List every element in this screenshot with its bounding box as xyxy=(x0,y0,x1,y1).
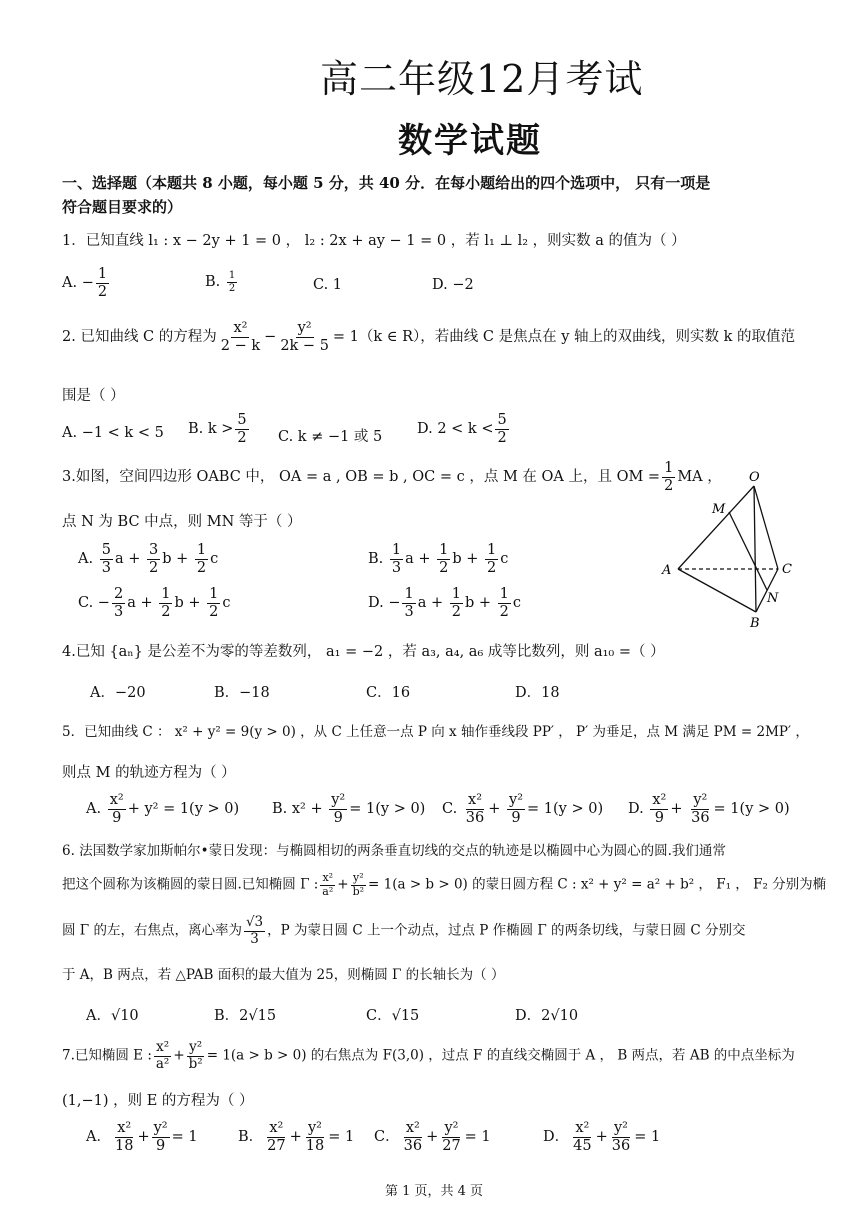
label-m: M xyxy=(712,502,726,517)
section-heading: 一、选择题（本题共 8 小题，每小题 5 分，共 40 分．在每小题给出的四个选项中， 只有一项是 xyxy=(62,174,711,192)
question-5-stem: 5．已知曲线 C ： x² + y² = 9(y > 0) ，从 C 上任意一点 P 向 x 轴作垂线段 PP′ ， P′ 为垂足，点 M 满足 PM = 2MP′ ， xyxy=(62,724,809,740)
q7-option-c: C． $\frac{\text{x²}}{36}$ + $\frac{\text{y²}}{27}$ = 1 xyxy=(374,1120,491,1154)
question-4-stem: 4.已知 {aₙ} 是公差不为零的等差数列， a₁ = −2 ，若 a₃, a₄, a₆ 成等比数列，则 a₁₀ =（ ） xyxy=(62,644,665,660)
q2-option-b: B. k > $\frac{5}{2}$ xyxy=(188,412,247,446)
q3-option-c: C. − $\frac{2}{3}$ a + $\frac{1}{2}$ b + $\frac{1}{2}$ c xyxy=(78,586,231,620)
label-b: B xyxy=(750,616,760,631)
q4-option-c: C．16 xyxy=(366,685,411,701)
page-title: 高二年级12月考试 xyxy=(320,57,644,101)
question-2-cont: 围是（ ） xyxy=(62,388,125,404)
q1-option-a: A. − $\frac{1}{2}$ xyxy=(62,266,108,300)
page-footer: 第 1 页，共 4 页 xyxy=(384,1184,484,1199)
question-6-line2: 把这个圆称为该椭圆的蒙日圆.已知椭圆 Γ : $\frac{\text{x²}}{\text{a²}}$ + $\frac{\text{y²}}{\text{b²}}$ = 1(a > b > 0) 的蒙日圆方程 C : x² + y² = a² + b² ， F₁ ， F₂ 分别为椭 xyxy=(62,871,827,898)
label-o: O xyxy=(749,470,760,485)
q6-option-b: B．2√15 xyxy=(214,1008,277,1024)
label-c: C xyxy=(782,562,792,577)
edge-oa xyxy=(678,486,754,569)
q5-option-c: C. $\frac{\text{x²}}{36}$ + $\frac{\text{y²}}{9}$ = 1(y > 0) xyxy=(442,792,604,826)
question-6-line4: 于 A，B 两点，若 △PAB 面积的最大值为 25，则椭圆 Γ 的长轴长为（ ） xyxy=(62,967,505,983)
question-3-stem: 3.如图，空间四边形 OABC 中， OA = a , OB = b , OC = c ，点 M 在 OA 上，且 OM = $\frac{1}{2}$ MA ， xyxy=(62,460,722,494)
q7-option-b: B． $\frac{\text{x²}}{27}$ + $\frac{\text{y²}}{18}$ = 1 xyxy=(238,1120,355,1154)
question-6-line1: 6. 法国数学家加斯帕尔•蒙日发现：与椭圆相切的两条垂直切线的交点的轨迹是以椭圆中心为圆心的圆.我们通常 xyxy=(62,843,726,859)
q6-option-d: D．2√10 xyxy=(515,1008,579,1024)
edge-ab xyxy=(678,569,756,612)
q1-option-d: D. −2 xyxy=(432,277,474,293)
label-a: A xyxy=(662,563,672,578)
q4-option-b: B．−18 xyxy=(214,685,270,701)
q5-option-a: A. $\frac{\text{x²}}{9}$ + y² = 1(y > 0) xyxy=(86,792,240,826)
q2-option-a: A. −1 < k < 5 xyxy=(62,425,164,441)
segment-mn xyxy=(729,512,767,590)
q2-option-d: D. 2 < k < $\frac{5}{2}$ xyxy=(417,412,507,446)
q1-option-b: B. $\frac{1}{2}$ xyxy=(205,270,236,294)
q7-option-a: A． $\frac{\text{x²}}{18}$ + $\frac{\text{y²}}{9}$ = 1 xyxy=(86,1120,198,1154)
q3-option-d: D. − $\frac{1}{3}$ a + $\frac{1}{2}$ b + $\frac{1}{2}$ c xyxy=(368,586,521,620)
q1-option-c: C. 1 xyxy=(313,277,343,293)
q6-option-a: A．√10 xyxy=(86,1008,139,1024)
q6-option-c: C．√15 xyxy=(366,1008,420,1024)
q4-option-a: A．−20 xyxy=(90,685,146,701)
q5-option-d: D. $\frac{\text{x²}}{9}$ + $\frac{\text{y²}}{36}$ = 1(y > 0) xyxy=(628,792,790,826)
question-7-stem: 7.已知椭圆 E : $\frac{\text{x²}}{\text{a²}}$ + $\frac{\text{y²}}{\text{b²}}$ = 1(a > b > 0) 的右焦点为 F(3,0) ，过点 F 的直线交椭圆于 A ， B 两点，若 AB 的中点坐标为 xyxy=(62,1039,795,1072)
question-1-stem: 1．已知直线 l₁ : x − 2y + 1 = 0 ， l₂ : 2x + ay − 1 = 0 ，若 l₁ ⊥ l₂ ，则实数 a 的值为（ ） xyxy=(62,233,686,249)
question-3-cont: 点 N 为 BC 中点，则 MN 等于（ ） xyxy=(62,514,302,530)
q7-option-d: D． $\frac{\text{x²}}{45}$ + $\frac{\text{y²}}{36}$ = 1 xyxy=(543,1120,661,1154)
edge-oc xyxy=(754,486,778,569)
page-subtitle: 数学试题 xyxy=(398,121,542,161)
section-heading-cont: 符合题目要求的） xyxy=(62,198,183,216)
q5-option-b: B. x² + $\frac{\text{y²}}{9}$ = 1(y > 0) xyxy=(272,792,426,826)
q4-option-d: D．18 xyxy=(515,685,560,701)
label-n: N xyxy=(767,591,779,606)
q3-option-a: A. $\frac{5}{3}$ a + $\frac{3}{2}$ b + $\frac{1}{2}$ c xyxy=(78,542,219,576)
question-6-line3: 圆 Γ 的左，右焦点，离心率为 $\frac{√3}{3}$ ，P 为蒙日圆 C 上一个动点，过点 P 作椭圆 Γ 的两条切线，与蒙日圆 C 分别交 xyxy=(62,914,746,947)
question-5-cont: 则点 M 的轨迹方程为（ ） xyxy=(62,765,236,781)
q3-option-b: B. $\frac{1}{3}$ a + $\frac{1}{2}$ b + $\frac{1}{2}$ c xyxy=(368,542,509,576)
question-2-stem: 2. 已知曲线 C 的方程为 $\frac{\text{x²}}{2 - k}$ − $\frac{\text{y²}}{2k - 5}$ = 1（k ∈ R），若曲线 C 是焦点在 y 轴上的双曲线，则实数 k 的取值范 xyxy=(62,320,796,354)
question-7-cont: (1,−1) ，则 E 的方程为（ ） xyxy=(62,1093,254,1109)
q2-option-c: C. k ≠ −1 或 5 xyxy=(278,429,383,445)
edge-ob xyxy=(754,486,756,612)
tetrahedron-figure xyxy=(656,464,806,632)
